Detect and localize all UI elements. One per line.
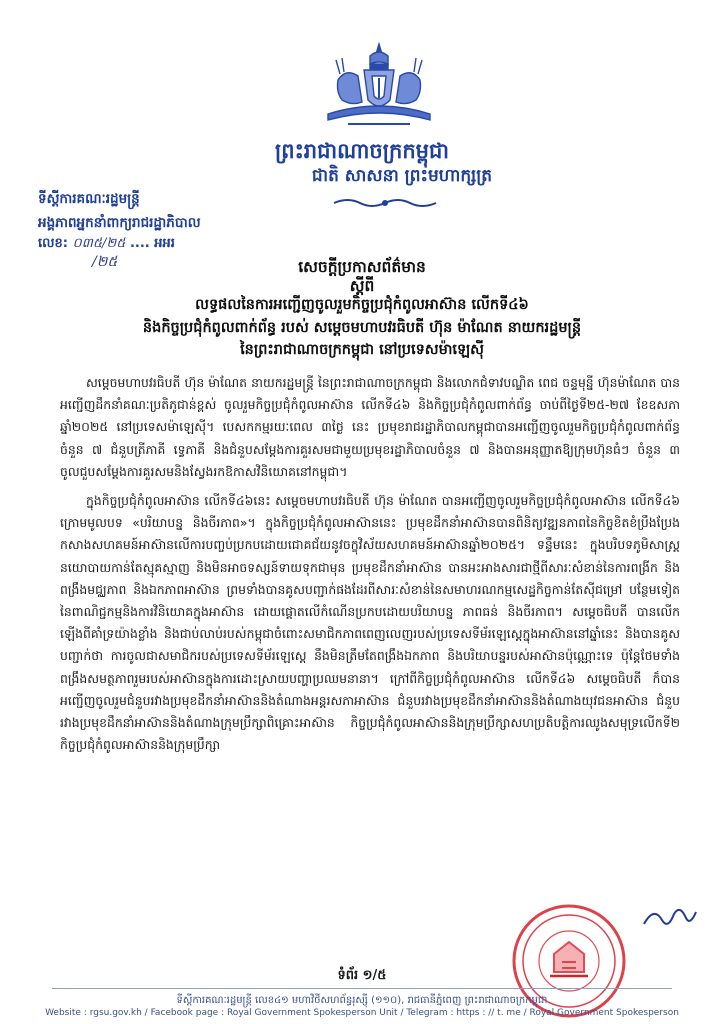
title-subject-line-3: នៃព្រះរាជាណាចក្រកម្ពុជា នៅប្រទេសម៉ាឡេស៊ី [240,342,484,358]
sender-unit-name: អង្គភាពអ្នកនាំពាក្យរាជរដ្ឋាភិបាល [38,215,201,231]
royal-emblem-icon [318,40,440,130]
national-motto: ជាតិ សាសនា ព្រះមហាក្សត្រ [311,166,493,186]
sender-office-name: ទីស្តីការគណៈរដ្ឋមន្ត្រី [38,191,140,207]
body-paragraph-2: ក្នុងកិច្ចប្រជុំកំពូលអាស៊ាន លើកទី៤៦នេះ សម្តេចមហាបវរធិបតី ហ៊ុន ម៉ាណែត បានអញ្ជើញចូលរួមកិច្ចប្រជុំកំពូលអាស៊ាន លើកទី៤៦ ក្រោមមូលបទ «បរិយាបន្ន និងចីរភាព»។ ក្នុងកិច្ចប្រជុំកំពូលអាស៊ាននេះ ប្រមុខដឹកនាំអាស៊ានបានពិនិត្យវឌ្ឍនភាពនៃកិច្ចខិតខំប្រឹងប្រែងកសាងសហគមន៍អាស៊ានលើការបញ្ចប់ប្រកបដោយជោគជ័យនូវចក្ខុវិស័យសហគមន៍អាស៊ានឆ្នាំ២០២៥។ ទន្ទឹមនេះ ក្នុងបរិបទភូមិសាស្ត្រនយោបាយកាន់តែស្មុគស្មាញ និងមិនអាចទស្សន៍ទាយទុកជាមុន ប្រមុខដឹកនាំអាស៊ាន បានអះអាងសារជាថ្មីពីសារៈសំខាន់នៃការពង្រីក និងពង្រឹងមជ្ឈភាព និងឯកភាពអាស៊ាន ព្រមទាំងបានគូសបញ្ជាក់ផងដែរពីសារៈសំខាន់នៃសមាហរណកម្មសេដ្ឋកិច្ចកាន់តែស៊ីជម្រៅ បន្ថែមទៀតនៃពាណិជ្ជកម្មនិងការវិនិយោគក្នុងអាស៊ាន ដោយផ្តោតលើកំណើនប្រកបដោយបរិយាបន្ន ភាពធន់ និងចីរភាព។ សម្តេចធិបតី បានលើកឡើងពីគាំទ្រយ៉ាងខ្លាំង និងជាប់លាប់របស់កម្ពុជាចំពោះសមាជិកភាពពេញលេញរបស់ប្រទេសទីម័រឡេស្តេក្នុងអាស៊ាននៅឆ្នាំនេះ និងបានគូសបញ្ជាក់ថា ការចូលជាសមាជិករបស់ប្រទេសទីម័រឡេស្តេ នឹងមិនត្រឹមតែពង្រឹងឯកភាព និងបរិយាបន្នរបស់អាស៊ានប៉ុណ្ណោះទេ ប៉ុន្តែថែមទាំងពង្រឹងសមត្ថភាពរួមរបស់អាស៊ានក្នុងការដោះស្រាយបញ្ហាប្រឈមនានា។ ក្រៅពីកិច្ចប្រជុំកំពូលអាស៊ាន លើកទី៤៦ សម្តេចធិបតី ក៏បានអញ្ជើញចូលរួមជំនួបរវាងប្រមុខដឹកនាំអាស៊ាននិងតំណាងអន្តរសភាអាស៊ាន ជំនួបរវាងប្រមុខដឹកនាំអាស៊ាននិងតំណាងយុវជនអាស៊ាន ជំនួបរវាងប្រមុខដឹកនាំអាស៊ាននិងតំណាងក្រុមប្រឹក្សាពិគ្រោះអាស៊ាន កិច្ចប្រជុំកំពូលអាស៊ាននិងក្រុមប្រឹក្សាសហប្រតិបត្តិការឈូងសមុទ្រលើកទី២ កិច្ចប្រជុំកំពូលអាស៊ាននិងក្រុមប្រឹក្សា [60,493,680,753]
reference-handwritten-number: ០៣៥/២៥ [72,236,126,251]
title-subject-line-1: លទ្ធផលនៃការអញ្ជើញចូលរួមកិច្ចប្រជុំកំពូលអាស៊ាន លើកទី៤៦ [195,297,529,313]
title-subject-line-2: និងកិច្ចប្រជុំកំពូលពាក់ព័ន្ធ របស់ សម្តេចមហាបវរធិបតី ហ៊ុន ម៉ាណែត នាយករដ្ឋមន្ត្រី [142,320,582,336]
handwritten-date: /២៥ [92,254,118,270]
footer-contacts: Website : rgsu.gov.kh / Facebook page : Royal Government Spokesperson Unit / Telegram : https : // t. me / Royal Government Spokesperson [45,1008,679,1018]
footer-address: ទីស្តីការគណៈរដ្ឋមន្ត្រី លេខ៤១ មហាវិថីសហព័ន្ធរុស្ស៊ី (១១០), រាជធានីភ្នំពេញ ព្រះរាជាណាចក្រកម្ពុជា [176,995,548,1006]
reference-prefix: លេខ: [38,236,68,251]
ornament-divider-icon [330,196,440,210]
page-number: ទំព័រ ១/៥ [337,968,387,983]
reference-suffix: អអរ [154,236,175,251]
title-subject-label: ស្តីពី [349,277,375,295]
footer-divider [52,988,672,989]
handwritten-signature [640,902,700,932]
document-title: សេចក្តីប្រកាសព័ត៌មាន [298,258,426,276]
reference-number: លេខ: ០៣៥/២៥ .... អអរ [38,236,175,251]
kingdom-name: ព្រះរាជាណាចក្រកម្ពុជា [274,139,449,163]
body-paragraph-1: សម្តេចមហាបវរធិបតី ហ៊ុន ម៉ាណែត នាយករដ្ឋមន្ត្រី នៃព្រះរាជាណាចក្រកម្ពុជា និងលោកជំទាវបណ្ឌិត ពេជ ចន្ទមុន្នី ហ៊ុនម៉ាណែត បានអញ្ជើញដឹកនាំគណៈប្រតិភូជាន់ខ្ពស់ ចូលរួមកិច្ចប្រជុំកំពូលអាស៊ាន លើកទី៤៦ និងកិច្ចប្រជុំកំពូលពាក់ព័ន្ធ ចាប់ពីថ្ងៃទី២៥-២៧ ខែឧសភា ឆ្នាំ២០២៥ នៅប្រទេសម៉ាឡេស៊ី។ បេសកកម្មរយៈពេល ៣ថ្ងៃ នេះ ប្រមុខរាជរដ្ឋាភិបាលកម្ពុជាបានអញ្ជើញចូលរួមកិច្ចប្រជុំកំពូលពាក់ព័ន្ធចំនួន ៧ ជំនួបត្រីភាគី ទ្វេភាគី និងជំនួបសម្តែងការគួរសមជាមួយប្រមុខរដ្ឋាភិបាលចំនួន ៧ និងបានអនុញ្ញាតឱ្យក្រុមហ៊ុនធំៗ ចំនួន ៣ ចូលជួបសម្តែងការគួរសមនិងស្វែងរកឱកាសវិនិយោគនៅកម្ពុជា។ [60,375,680,479]
